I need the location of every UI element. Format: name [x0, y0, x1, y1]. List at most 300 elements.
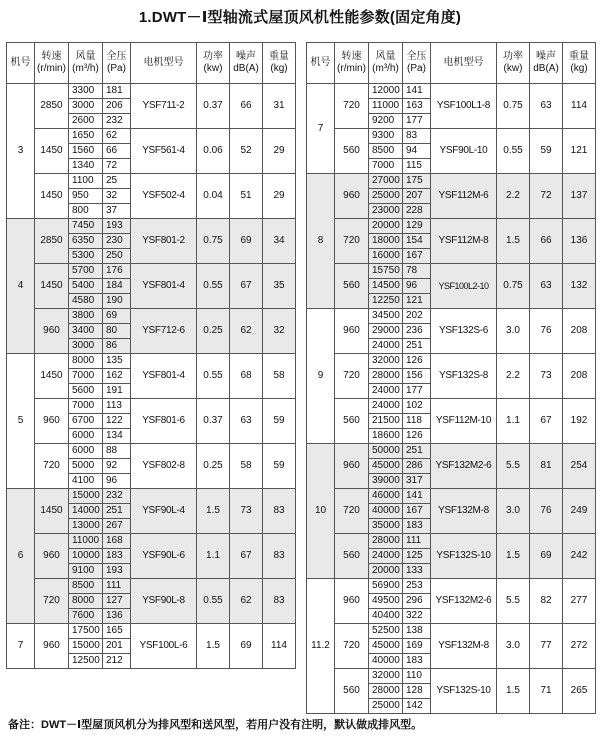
- weight-cell: 277: [563, 579, 596, 624]
- power-cell: 1.5: [497, 534, 530, 579]
- pressure-cell: 162: [103, 369, 131, 384]
- airflow-cell: 15000: [69, 639, 103, 654]
- pressure-cell: 167: [403, 249, 431, 264]
- pressure-cell: 184: [103, 279, 131, 294]
- pressure-cell: 201: [103, 639, 131, 654]
- power-cell: 0.06: [197, 129, 230, 174]
- motor-cell: YSF90L-6: [131, 534, 197, 579]
- pressure-cell: 102: [403, 399, 431, 414]
- weight-cell: 83: [263, 489, 296, 534]
- pressure-cell: 156: [403, 369, 431, 384]
- pressure-cell: 136: [103, 609, 131, 624]
- noise-cell: 81: [530, 444, 563, 489]
- weight-cell: 121: [563, 129, 596, 174]
- speed-cell: 2850: [35, 84, 69, 129]
- pressure-cell: 83: [403, 129, 431, 144]
- speed-cell: 720: [335, 624, 369, 669]
- speed-cell: 720: [335, 489, 369, 534]
- power-cell: 1.5: [497, 219, 530, 264]
- power-cell: 1.5: [197, 624, 230, 669]
- power-cell: 0.75: [197, 219, 230, 264]
- motor-cell: YSF502-4: [131, 174, 197, 219]
- speed-cell: 1450: [35, 354, 69, 399]
- motor-cell: YSF132S-8: [431, 354, 497, 399]
- weight-cell: 32: [263, 309, 296, 354]
- pressure-cell: 66: [103, 144, 131, 159]
- airflow-cell: 39000: [369, 474, 403, 489]
- airflow-cell: 32000: [369, 669, 403, 684]
- table-row: [7, 399, 296, 414]
- power-cell: 2.2: [497, 174, 530, 219]
- pressure-cell: 129: [403, 219, 431, 234]
- motor-cell: YSF132S-10: [431, 534, 497, 579]
- pressure-cell: 163: [403, 99, 431, 114]
- table-row: [307, 534, 596, 549]
- speed-cell: 960: [335, 579, 369, 624]
- model-no-cell: 6: [7, 489, 35, 624]
- airflow-cell: 32000: [369, 354, 403, 369]
- pressure-cell: 168: [103, 534, 131, 549]
- speed-cell: 960: [35, 309, 69, 354]
- power-cell: 0.75: [497, 264, 530, 309]
- airflow-cell: 16000: [369, 249, 403, 264]
- pressure-cell: 96: [403, 279, 431, 294]
- airflow-cell: 950: [69, 189, 103, 204]
- airflow-cell: 28000: [369, 684, 403, 699]
- weight-cell: 83: [263, 579, 296, 624]
- noise-cell: 71: [530, 669, 563, 714]
- noise-cell: 63: [530, 84, 563, 129]
- airflow-cell: 35000: [369, 519, 403, 534]
- motor-cell: YSF90L-4: [131, 489, 197, 534]
- pressure-cell: 138: [403, 624, 431, 639]
- header-speed: 转速 (r/min): [35, 43, 69, 84]
- motor-cell: YSF801-4: [131, 264, 197, 309]
- weight-cell: 137: [563, 174, 596, 219]
- power-cell: 5.5: [497, 444, 530, 489]
- airflow-cell: 2600: [69, 114, 103, 129]
- table-header-row: [7, 43, 296, 84]
- power-cell: 0.37: [197, 399, 230, 444]
- power-cell: 0.55: [197, 579, 230, 624]
- speed-cell: 720: [35, 444, 69, 489]
- weight-cell: 136: [563, 219, 596, 264]
- motor-cell: YSF112M-10: [431, 399, 497, 444]
- pressure-cell: 183: [103, 549, 131, 564]
- noise-cell: 73: [530, 354, 563, 399]
- weight-cell: 114: [563, 84, 596, 129]
- table-row: [307, 444, 596, 459]
- pressure-cell: 92: [103, 459, 131, 474]
- pressure-cell: 177: [403, 114, 431, 129]
- weight-cell: 132: [563, 264, 596, 309]
- model-no-cell: 10: [307, 444, 335, 579]
- airflow-cell: 1340: [69, 159, 103, 174]
- header-weight: 重量 (kg): [263, 43, 296, 84]
- airflow-cell: 7000: [369, 159, 403, 174]
- table-row: [307, 579, 596, 594]
- pressure-cell: 111: [403, 534, 431, 549]
- pressure-cell: 181: [103, 84, 131, 99]
- weight-cell: 83: [263, 534, 296, 579]
- airflow-cell: 7450: [69, 219, 103, 234]
- model-no-cell: 9: [307, 309, 335, 444]
- motor-cell: YSF112M-8: [431, 219, 497, 264]
- pressure-cell: 126: [403, 354, 431, 369]
- power-cell: 0.37: [197, 84, 230, 129]
- pressure-cell: 125: [403, 549, 431, 564]
- pressure-cell: 135: [103, 354, 131, 369]
- airflow-cell: 46000: [369, 489, 403, 504]
- airflow-cell: 14000: [69, 504, 103, 519]
- power-cell: 0.25: [197, 444, 230, 489]
- speed-cell: 960: [35, 399, 69, 444]
- motor-cell: YSF712-6: [131, 309, 197, 354]
- airflow-cell: 23000: [369, 204, 403, 219]
- model-no-cell: 7: [307, 84, 335, 174]
- airflow-cell: 24000: [369, 384, 403, 399]
- motor-cell: YSF100L-6: [131, 624, 197, 669]
- page-title: 1.DWT－Ⅰ型轴流式屋顶风机性能参数(固定角度): [138, 9, 462, 26]
- table-row: [7, 354, 296, 369]
- pressure-cell: 232: [103, 489, 131, 504]
- noise-cell: 66: [230, 84, 263, 129]
- motor-cell: YSF132S-6: [431, 309, 497, 354]
- airflow-cell: 3400: [69, 324, 103, 339]
- model-no-cell: 5: [7, 354, 35, 489]
- table-row: [307, 399, 596, 414]
- power-cell: 1.5: [197, 489, 230, 534]
- airflow-cell: 40000: [369, 504, 403, 519]
- airflow-cell: 18000: [369, 234, 403, 249]
- airflow-cell: 5400: [69, 279, 103, 294]
- speed-cell: 2850: [35, 219, 69, 264]
- airflow-cell: 8000: [69, 354, 103, 369]
- pressure-cell: 115: [403, 159, 431, 174]
- table-row: [7, 219, 296, 234]
- airflow-cell: 6000: [69, 444, 103, 459]
- airflow-cell: 27000: [369, 174, 403, 189]
- table-row: [7, 444, 296, 459]
- power-cell: 2.2: [497, 354, 530, 399]
- airflow-cell: 3300: [69, 84, 103, 99]
- speed-cell: 1450: [35, 264, 69, 309]
- noise-cell: 66: [530, 219, 563, 264]
- airflow-cell: 5700: [69, 264, 103, 279]
- weight-cell: 242: [563, 534, 596, 579]
- airflow-cell: 9300: [369, 129, 403, 144]
- pressure-cell: 80: [103, 324, 131, 339]
- weight-cell: 31: [263, 84, 296, 129]
- table-row: [7, 624, 296, 639]
- motor-cell: YSF802-8: [131, 444, 197, 489]
- pressure-cell: 253: [403, 579, 431, 594]
- header-pressure: 全压 (Pa): [103, 43, 131, 84]
- pressure-cell: 230: [103, 234, 131, 249]
- airflow-cell: 45000: [369, 639, 403, 654]
- header-motor: 电机型号: [131, 43, 197, 84]
- noise-cell: 76: [530, 309, 563, 354]
- pressure-cell: 69: [103, 309, 131, 324]
- header-pressure: 全压 (Pa): [403, 43, 431, 84]
- pressure-cell: 72: [103, 159, 131, 174]
- airflow-cell: 24000: [369, 399, 403, 414]
- header-model-no: 机号: [307, 43, 335, 84]
- airflow-cell: 3800: [69, 309, 103, 324]
- weight-cell: 208: [563, 309, 596, 354]
- pressure-cell: 128: [403, 684, 431, 699]
- airflow-cell: 49500: [369, 594, 403, 609]
- header-motor: 电机型号: [431, 43, 497, 84]
- pressure-cell: 32: [103, 189, 131, 204]
- pressure-cell: 317: [403, 474, 431, 489]
- speed-cell: 560: [335, 129, 369, 174]
- airflow-cell: 24000: [369, 339, 403, 354]
- table-row: [307, 624, 596, 639]
- pressure-cell: 142: [403, 699, 431, 714]
- airflow-cell: 52500: [369, 624, 403, 639]
- pressure-cell: 212: [103, 654, 131, 669]
- noise-cell: 82: [530, 579, 563, 624]
- table-row: [7, 534, 296, 549]
- model-no-cell: 4: [7, 219, 35, 354]
- noise-cell: 62: [230, 309, 263, 354]
- pressure-cell: 86: [103, 339, 131, 354]
- speed-cell: 560: [335, 669, 369, 714]
- motor-cell: YSF132M-8: [431, 489, 497, 534]
- table-row: [7, 84, 296, 99]
- pressure-cell: 193: [103, 219, 131, 234]
- header-noise: 噪声 dB(A): [230, 43, 263, 84]
- weight-cell: 29: [263, 174, 296, 219]
- speed-cell: 560: [335, 399, 369, 444]
- pressure-cell: 250: [103, 249, 131, 264]
- power-cell: 0.55: [197, 264, 230, 309]
- weight-cell: 208: [563, 354, 596, 399]
- airflow-cell: 8500: [369, 144, 403, 159]
- weight-cell: 272: [563, 624, 596, 669]
- power-cell: 3.0: [497, 489, 530, 534]
- airflow-cell: 10000: [69, 549, 103, 564]
- weight-cell: 59: [263, 444, 296, 489]
- speed-cell: 720: [335, 84, 369, 129]
- airflow-cell: 45000: [369, 459, 403, 474]
- motor-cell: YSF801-4: [131, 354, 197, 399]
- noise-cell: 77: [530, 624, 563, 669]
- airflow-cell: 40000: [369, 654, 403, 669]
- motor-cell: YSF801-6: [131, 399, 197, 444]
- pressure-cell: 133: [403, 564, 431, 579]
- header-airflow: 风量 (m³/h): [369, 43, 403, 84]
- table-row: [307, 354, 596, 369]
- motor-cell: YSF801-2: [131, 219, 197, 264]
- airflow-cell: 3000: [69, 99, 103, 114]
- airflow-cell: 9200: [369, 114, 403, 129]
- pressure-cell: 96: [103, 474, 131, 489]
- model-no-cell: 3: [7, 84, 35, 219]
- pressure-cell: 176: [103, 264, 131, 279]
- header-weight: 重量 (kg): [563, 43, 596, 84]
- header-speed: 转速 (r/min): [335, 43, 369, 84]
- airflow-cell: 12000: [369, 84, 403, 99]
- airflow-cell: 8500: [69, 579, 103, 594]
- airflow-cell: 28000: [369, 369, 403, 384]
- pressure-cell: 62: [103, 129, 131, 144]
- pressure-cell: 118: [403, 414, 431, 429]
- pressure-cell: 267: [103, 519, 131, 534]
- speed-cell: 720: [335, 354, 369, 399]
- speed-cell: 560: [335, 534, 369, 579]
- power-cell: 1.5: [497, 669, 530, 714]
- motor-cell: YSF132M-8: [431, 624, 497, 669]
- pressure-cell: 206: [103, 99, 131, 114]
- airflow-cell: 17500: [69, 624, 103, 639]
- power-cell: 1.1: [497, 399, 530, 444]
- noise-cell: 63: [530, 264, 563, 309]
- noise-cell: 72: [530, 174, 563, 219]
- pressure-cell: 191: [103, 384, 131, 399]
- airflow-cell: 34500: [369, 309, 403, 324]
- footnote: 备注：DWT－Ⅰ型屋顶风机分为排风型和送风型，若用户没有注明，默认做成排风型。: [8, 719, 423, 731]
- airflow-cell: 7600: [69, 609, 103, 624]
- power-cell: 0.25: [197, 309, 230, 354]
- pressure-cell: 121: [403, 294, 431, 309]
- airflow-cell: 13000: [69, 519, 103, 534]
- weight-cell: 35: [263, 264, 296, 309]
- table-header-row: [307, 43, 596, 84]
- airflow-cell: 7000: [69, 369, 103, 384]
- pressure-cell: 94: [403, 144, 431, 159]
- table-row: [7, 579, 296, 594]
- table-row: [307, 669, 596, 684]
- pressure-cell: 25: [103, 174, 131, 189]
- noise-cell: 69: [230, 219, 263, 264]
- table-row: [7, 264, 296, 279]
- airflow-cell: 5000: [69, 459, 103, 474]
- header-noise: 噪声 dB(A): [530, 43, 563, 84]
- noise-cell: 68: [230, 354, 263, 399]
- pressure-cell: 286: [403, 459, 431, 474]
- power-cell: 0.55: [497, 129, 530, 174]
- pressure-cell: 232: [103, 114, 131, 129]
- airflow-cell: 1650: [69, 129, 103, 144]
- pressure-cell: 207: [403, 189, 431, 204]
- speed-cell: 960: [35, 534, 69, 579]
- pressure-cell: 183: [403, 654, 431, 669]
- airflow-cell: 56900: [369, 579, 403, 594]
- pressure-cell: 251: [103, 504, 131, 519]
- pressure-cell: 165: [103, 624, 131, 639]
- pressure-cell: 113: [103, 399, 131, 414]
- airflow-cell: 24000: [369, 549, 403, 564]
- pressure-cell: 122: [103, 414, 131, 429]
- airflow-cell: 6700: [69, 414, 103, 429]
- airflow-cell: 28000: [369, 534, 403, 549]
- noise-cell: 67: [230, 264, 263, 309]
- airflow-cell: 14500: [369, 279, 403, 294]
- airflow-cell: 15000: [69, 489, 103, 504]
- motor-cell: YSF100L2-10: [431, 264, 497, 309]
- power-cell: 3.0: [497, 309, 530, 354]
- power-cell: 0.04: [197, 174, 230, 219]
- airflow-cell: 7000: [69, 399, 103, 414]
- speed-cell: 720: [335, 219, 369, 264]
- noise-cell: 62: [230, 579, 263, 624]
- noise-cell: 73: [230, 489, 263, 534]
- noise-cell: 58: [230, 444, 263, 489]
- header-power: 功率 (kw): [197, 43, 230, 84]
- pressure-cell: 169: [403, 639, 431, 654]
- motor-cell: YSF90L-10: [431, 129, 497, 174]
- power-cell: 1.1: [197, 534, 230, 579]
- model-no-cell: 7: [7, 624, 35, 669]
- airflow-cell: 1560: [69, 144, 103, 159]
- airflow-cell: 8000: [69, 594, 103, 609]
- speed-cell: 720: [35, 579, 69, 624]
- pressure-cell: 322: [403, 609, 431, 624]
- pressure-cell: 175: [403, 174, 431, 189]
- airflow-cell: 25000: [369, 699, 403, 714]
- speed-cell: 1450: [35, 174, 69, 219]
- airflow-cell: 18600: [369, 429, 403, 444]
- motor-cell: YSF132M2-6: [431, 579, 497, 624]
- table-row: [307, 489, 596, 504]
- weight-cell: 34: [263, 219, 296, 264]
- model-no-cell: 11.2: [307, 579, 335, 714]
- noise-cell: 69: [530, 534, 563, 579]
- speed-cell: 960: [335, 444, 369, 489]
- power-cell: 3.0: [497, 624, 530, 669]
- table-row: [7, 489, 296, 504]
- airflow-cell: 800: [69, 204, 103, 219]
- pressure-cell: 141: [403, 84, 431, 99]
- airflow-cell: 5300: [69, 249, 103, 264]
- power-cell: 5.5: [497, 579, 530, 624]
- header-power: 功率 (kw): [497, 43, 530, 84]
- motor-cell: YSF132M2-6: [431, 444, 497, 489]
- pressure-cell: 296: [403, 594, 431, 609]
- table-row: [307, 174, 596, 189]
- table-row: [307, 309, 596, 324]
- airflow-cell: 20000: [369, 564, 403, 579]
- table-row: [307, 129, 596, 144]
- airflow-cell: 11000: [69, 534, 103, 549]
- pressure-cell: 126: [403, 429, 431, 444]
- table-row: [7, 129, 296, 144]
- weight-cell: 58: [263, 354, 296, 399]
- weight-cell: 114: [263, 624, 296, 669]
- pressure-cell: 110: [403, 669, 431, 684]
- weight-cell: 59: [263, 399, 296, 444]
- performance-table-left: [6, 42, 296, 669]
- pressure-cell: 37: [103, 204, 131, 219]
- pressure-cell: 78: [403, 264, 431, 279]
- performance-table-right: [306, 42, 596, 714]
- speed-cell: 960: [335, 174, 369, 219]
- table-row: [307, 264, 596, 279]
- power-cell: 0.75: [497, 84, 530, 129]
- motor-cell: YSF561-4: [131, 129, 197, 174]
- airflow-cell: 25000: [369, 189, 403, 204]
- pressure-cell: 183: [403, 519, 431, 534]
- noise-cell: 52: [230, 129, 263, 174]
- motor-cell: YSF90L-8: [131, 579, 197, 624]
- weight-cell: 192: [563, 399, 596, 444]
- weight-cell: 265: [563, 669, 596, 714]
- pressure-cell: 167: [403, 504, 431, 519]
- noise-cell: 63: [230, 399, 263, 444]
- airflow-cell: 3000: [69, 339, 103, 354]
